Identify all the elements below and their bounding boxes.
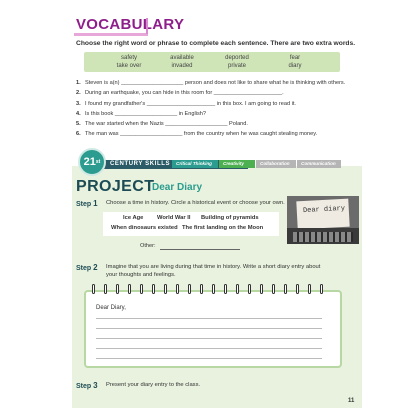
diary-writing-line[interactable] xyxy=(96,318,322,319)
step-2-label xyxy=(76,263,98,272)
ring-icon xyxy=(152,284,155,294)
ring-icon xyxy=(260,284,263,294)
step-word: Step xyxy=(76,265,92,272)
ring-icon xyxy=(212,284,215,294)
step-number: 3 xyxy=(93,381,98,390)
page-number: 11 xyxy=(348,398,355,404)
ring-icon xyxy=(224,284,227,294)
notebook-rings xyxy=(92,284,334,294)
sentence-item xyxy=(76,109,376,119)
sentence-text: Is this book ____________________ in English? xyxy=(85,110,206,117)
ring-icon xyxy=(188,284,191,294)
step-3-label xyxy=(76,381,98,390)
word-bank-item: invaded xyxy=(171,63,193,69)
ring-icon xyxy=(320,284,323,294)
ring-icon xyxy=(176,284,179,294)
ring-icon xyxy=(164,284,167,294)
ring-icon xyxy=(200,284,203,294)
skills-banner-label: CENTURY SKILLS xyxy=(110,161,171,167)
21st-century-badge-icon xyxy=(78,148,106,176)
vocabulary-title: VOCABULARY xyxy=(76,16,185,33)
vocabulary-instruction: Choose the right word or phrase to complete each sentence. There are two extra words. xyxy=(76,40,356,47)
step-2-instruction-line-1: Imagine that you are living during that time in history. Write a short diary entry about xyxy=(106,264,321,270)
skill-tag-communication: Communication xyxy=(297,160,341,168)
step-number: 2 xyxy=(93,263,98,272)
sentence-text: During an earthquake, you can hide in this room for ______________________. xyxy=(85,90,284,97)
sentence-text: Steven is a(n) ____________________ person and does not like to share what he is thinking with others. xyxy=(85,80,346,86)
sentence-number: 4. xyxy=(76,110,81,117)
ring-icon xyxy=(284,284,287,294)
word-bank-item: safety xyxy=(120,55,138,61)
title-underline xyxy=(74,33,148,36)
event-choice[interactable]: World War II xyxy=(157,215,191,221)
event-choice[interactable]: Building of pyramids xyxy=(201,215,259,221)
ring-icon xyxy=(128,284,131,294)
sentence-number: 2. xyxy=(76,90,81,97)
ring-icon xyxy=(236,284,239,294)
sentence-number: 5. xyxy=(76,121,81,128)
event-choice[interactable]: Ice Age xyxy=(123,215,144,221)
step-word: Step xyxy=(76,201,92,208)
step-number: 1 xyxy=(93,199,98,208)
sentence-text: The man was ____________________ from the country when he was caught stealing money. xyxy=(85,131,318,138)
diary-greeting: Dear Diary, xyxy=(96,305,126,311)
ring-icon xyxy=(296,284,299,294)
ring-icon xyxy=(140,284,143,294)
sentence-number: 6. xyxy=(76,131,81,138)
event-choice[interactable]: The first landing on the Moon xyxy=(182,225,264,231)
diary-writing-line[interactable] xyxy=(96,338,322,339)
step-2-instruction-line-2: your thoughts and feelings. xyxy=(106,272,176,278)
diary-notebook[interactable] xyxy=(84,290,342,368)
sentence-text: I found my grandfather's ______________________ in this box. I am going to read it. xyxy=(85,100,296,107)
step-3-instruction: Present your diary entry to the class. xyxy=(106,382,201,388)
typewriter-image xyxy=(287,196,359,244)
ring-icon xyxy=(116,284,119,294)
sentence-item xyxy=(76,78,376,88)
sentence-list xyxy=(76,78,376,140)
ring-icon xyxy=(308,284,311,294)
step-1-label xyxy=(76,199,98,208)
word-bank-item: diary xyxy=(288,63,302,69)
word-bank-item: take over xyxy=(116,63,142,69)
skill-tag-collaboration: Collaboration xyxy=(256,160,296,168)
event-choice[interactable]: When dinosaurs existed xyxy=(111,225,178,231)
word-bank-item: deported xyxy=(225,55,249,61)
ring-icon xyxy=(104,284,107,294)
diary-writing-line[interactable] xyxy=(96,358,322,359)
step-1-instruction: Choose a time in history. Circle a historical event or choose your own. xyxy=(106,200,285,206)
typewriter-text: Dear diary xyxy=(302,204,346,216)
other-input-line[interactable] xyxy=(160,249,240,250)
sentence-item xyxy=(76,88,376,98)
typewriter-keys xyxy=(293,232,353,242)
project-subtitle: Dear Diary xyxy=(152,182,203,193)
step-word: Step xyxy=(76,383,92,390)
sentence-item xyxy=(76,129,376,139)
ring-icon xyxy=(272,284,275,294)
badge-number: 21 xyxy=(83,156,96,168)
word-bank xyxy=(84,52,340,72)
project-title: PROJECT xyxy=(76,178,155,195)
skill-tag-creativity: Creativity xyxy=(219,160,255,168)
title-corner-decoration xyxy=(144,18,148,34)
sentence-number: 1. xyxy=(76,80,81,86)
sentence-text: The war started when the Nazis ____________________ Poland. xyxy=(85,121,248,128)
sentence-number: 3. xyxy=(76,100,81,107)
other-label: Other: xyxy=(140,243,156,249)
skill-tag-critical-thinking: Critical Thinking xyxy=(172,160,218,168)
ring-icon xyxy=(248,284,251,294)
diary-writing-line[interactable] xyxy=(96,348,322,349)
word-bank-item: fear xyxy=(289,55,301,61)
sentence-item xyxy=(76,99,376,109)
word-bank-item: private xyxy=(227,63,247,69)
sentence-item xyxy=(76,119,376,129)
word-bank-item: available xyxy=(170,55,194,61)
ring-icon xyxy=(92,284,95,294)
badge-suffix: st xyxy=(95,159,101,165)
diary-writing-line[interactable] xyxy=(96,328,322,329)
